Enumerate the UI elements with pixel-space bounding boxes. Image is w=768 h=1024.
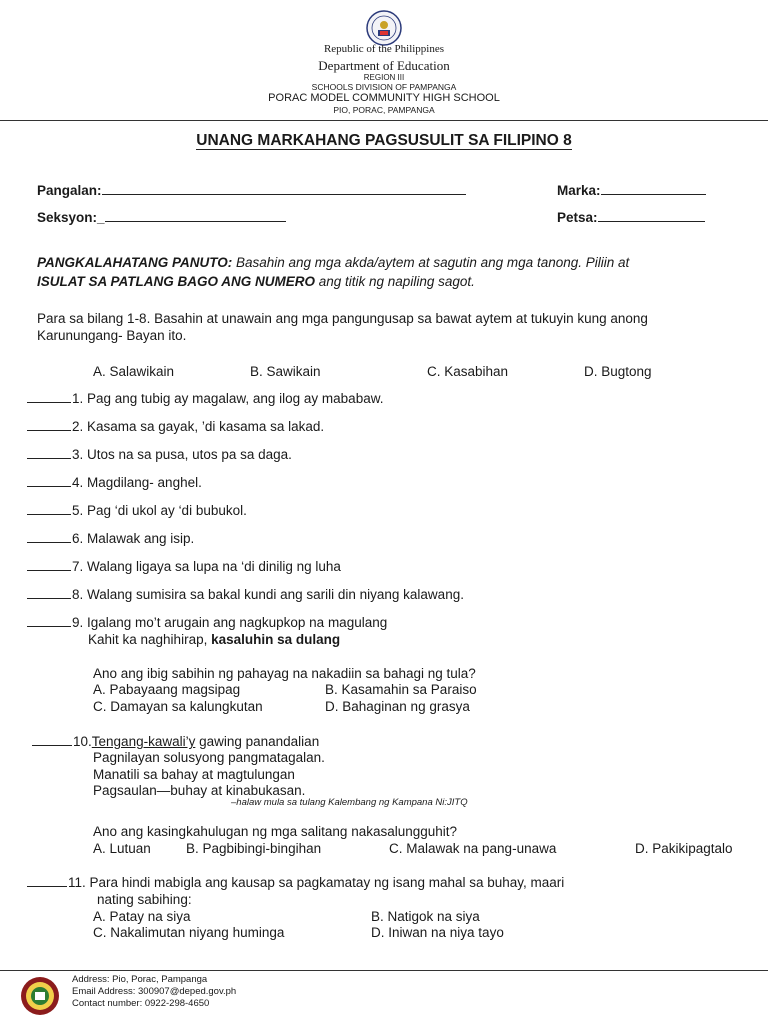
footer-contact: Contact number: 0922-298-4650	[72, 998, 210, 1009]
header-divider	[0, 120, 768, 121]
item-10-line4: Pagsaulan—buhay at kinabukasan.	[93, 783, 306, 798]
answer-blank[interactable]	[27, 614, 71, 627]
answer-blank[interactable]	[32, 733, 72, 746]
item-10-choice-a: A. Lutuan	[93, 841, 151, 856]
section1-choice-a: A. Salawikain	[93, 364, 175, 379]
instructions	[37, 254, 737, 290]
item-10-choice-c: C. Malawak na pang-unawa	[389, 841, 557, 856]
answer-blank[interactable]	[27, 390, 71, 403]
item-9-line2: Kahit ka naghihirap, kasaluhin sa dulang	[88, 632, 341, 647]
item-9-choice-c: C. Damayan sa kalungkutan	[93, 699, 263, 714]
header-place: PIO, PORAC, PAMPANGA	[333, 105, 435, 115]
instructions-bold2: ISULAT SA PATLANG BAGO ANG NUMERO	[37, 274, 315, 289]
item-8: 8. Walang sumisira sa bakal kundi ang sarili din niyang kalawang.	[27, 586, 464, 603]
answer-blank[interactable]	[27, 418, 71, 431]
item-10-line2: Pagnilayan solusyong pangmatagalan.	[93, 750, 325, 765]
item-4: 4. Magdilang- anghel.	[27, 474, 202, 491]
instructions-text1: Basahin ang mga akda/aytem at sagutin ang mga tanong. Piliin at	[232, 255, 630, 270]
name-field[interactable]	[37, 181, 466, 199]
item-10-question: Ano ang kasingkahulugan ng mga salitang nakasalungguhit?	[93, 824, 458, 839]
item-9-question: Ano ang ibig sabihin ng pahayag na nakadiin sa bahagi ng tula?	[93, 666, 476, 681]
item-11-choice-c: C. Nakalimutan niyang huminga	[93, 925, 285, 940]
section1-choice-b: B. Sawikain	[250, 364, 321, 379]
name-line[interactable]	[102, 181, 466, 195]
item-2: 2. Kasama sa gayak, ’di kasama sa lakad.	[27, 418, 324, 435]
item-11-choice-b: B. Natigok na siya	[371, 909, 480, 924]
item-9-choice-a: A. Pabayaang magsipag	[93, 682, 241, 697]
school-logo	[20, 976, 60, 1016]
item-6: 6. Malawak ang isip.	[27, 530, 194, 547]
score-line[interactable]	[601, 181, 706, 195]
footer-address: Address: Pio, Porac, Pampanga	[72, 974, 208, 985]
date-field[interactable]	[557, 208, 705, 226]
answer-blank[interactable]	[27, 874, 67, 887]
item-9-choice-b: B. Kasamahin sa Paraiso	[325, 682, 477, 697]
footer-email: Email Address: 300907@deped.gov.ph	[72, 986, 237, 997]
item-10-choice-b: B. Pagbibingi-bingihan	[186, 841, 322, 856]
item-9: 9. Igalang mo’t arugain ang nagkupkop na magulang	[27, 614, 387, 631]
deped-seal	[366, 10, 402, 46]
section-line[interactable]	[105, 208, 286, 222]
item-9-emphasis: kasaluhin sa dulang	[211, 632, 341, 647]
answer-blank[interactable]	[27, 586, 71, 599]
header-division: SCHOOLS DIVISION OF PAMPANGA	[311, 82, 457, 92]
header-school: PORAC MODEL COMMUNITY HIGH SCHOOL	[268, 92, 500, 104]
instructions-lead: PANGKALAHATANG PANUTO:	[37, 255, 233, 270]
section1-directions: Para sa bilang 1-8. Basahin at unawain ang mga pangungusap sa bawat aytem at tukuyin kung anong Karunungang- Bayan ito.	[37, 311, 648, 343]
item-1: 1. Pag ang tubig ay magalaw, ang ilog ay mababaw.	[27, 390, 383, 407]
answer-blank[interactable]	[27, 558, 71, 571]
item-9-choice-d: D. Bahaginan ng grasya	[325, 699, 470, 714]
item-3: 3. Utos na sa pusa, utos pa sa daga.	[27, 446, 292, 463]
section1-choice-c: C. Kasabihan	[427, 364, 509, 379]
item-7: 7. Walang ligaya sa lupa na ‘di dinilig ng luha	[27, 558, 341, 575]
item-10: 10.Tengang-kawali’y gawing panandalian	[27, 733, 319, 750]
item-10-line3: Manatili sa bahay at magtulungan	[93, 767, 295, 782]
score-field[interactable]	[557, 181, 706, 199]
item-5: 5. Pag ‘di ukol ay ‘di bubukol.	[27, 502, 247, 519]
name-label: Pangalan:	[37, 183, 102, 198]
item-11-choice-d: D. Iniwan na niya tayo	[371, 925, 504, 940]
answer-blank[interactable]	[27, 502, 71, 515]
item-11: 11. Para hindi mabigla ang kausap sa pagkamatay ng isang mahal sa buhay, maari	[27, 874, 564, 891]
answer-blank[interactable]	[27, 530, 71, 543]
header-region: REGION III	[363, 73, 405, 82]
item-10-choice-d: D. Pakikipagtalo	[635, 841, 733, 856]
item-10-underlined: Tengang-kawali’y	[91, 734, 196, 749]
answer-blank[interactable]	[27, 446, 71, 459]
answer-blank[interactable]	[27, 474, 71, 487]
instructions-text2: ang titik ng napiling sagot.	[315, 274, 475, 289]
header-department: Department of Education	[318, 58, 450, 73]
section-field[interactable]: Seksyon:_	[37, 208, 286, 226]
section-label: Seksyon:	[37, 210, 98, 225]
item-11-line2: nating sabihing:	[97, 892, 192, 907]
item-10-source: –halaw mula sa tulang Kalembang ng Kampana Ni:JITQ	[231, 797, 468, 808]
score-label: Marka:	[557, 183, 601, 198]
item-11-choice-a: A. Patay na siya	[93, 909, 191, 924]
header-republic: Republic of the Philippines	[323, 43, 445, 55]
date-label: Petsa:	[557, 210, 598, 225]
exam-title: UNANG MARKAHANG PAGSUSULIT SA FILIPINO 8	[196, 132, 572, 149]
footer-divider	[0, 970, 768, 971]
section1-choice-d: D. Bugtong	[584, 364, 652, 379]
date-line[interactable]	[598, 208, 705, 222]
